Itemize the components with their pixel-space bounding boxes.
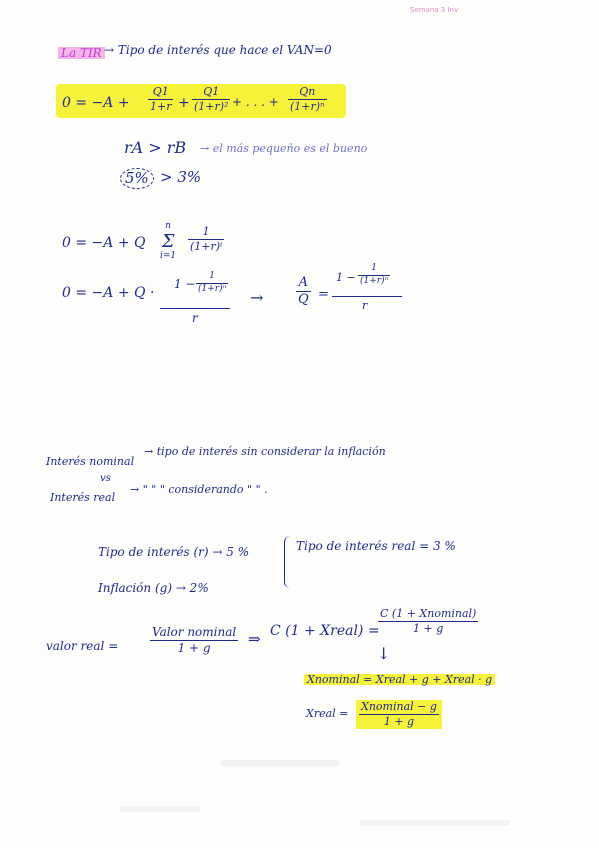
- real-result-fraction: Xnominal − g 1 + g: [356, 700, 442, 729]
- tir-term2: Q1 (1+r)²: [194, 85, 229, 114]
- implies-arrow: ⇒: [248, 630, 261, 648]
- tir-termn: Qn (1+r)ⁿ: [290, 85, 325, 114]
- rate-comparison-note: → el más pequeño es el bueno: [200, 142, 368, 155]
- circled-rate: 5%: [120, 168, 154, 189]
- annuity-prefix: 0 = −A + Q ·: [62, 285, 155, 301]
- bleed-through-mark: [120, 806, 200, 812]
- annuity-arrow: →: [250, 288, 264, 307]
- annuity-lhs: A Q: [298, 275, 309, 308]
- tir-definition: → Tipo de interés que hace el VAN=0: [104, 43, 332, 57]
- notebook-page: Semana 3 Inv La TIR → Tipo de interés que hace el VAN=0 0 = −A + Q1 1+r + Q1 (1+r)² + . . . + Qn (1+r)ⁿ rA > rB → el más pequeño es el bueno 5% > 3% 0 = −A + Q n Σ i=1 1 (1+r)ⁱ 0 = −A + Q · 1 − 1 (1+r)ⁿ r → A Q = 1 − 1 (1+r)ⁿ r Interés nominal → tipo de interés sin considerar la inflación vs Interés real → " " " considerando " " . Tipo de interés (r) → 5 % Inflación (g) → 2% Tipo de interés real = 3 % valor real = Valor nominal 1 + g ⇒ C (1 + Xreal) = C (1 + Xnominal) 1 + g ↓ Xnominal = Xreal + g + Xreal · g Xreal = Xnominal − g 1 + g: [0, 0, 599, 848]
- sum-fraction: 1 (1+r)ⁱ: [190, 225, 223, 254]
- down-arrow: ↓: [377, 644, 391, 663]
- real-interest-definition: → " " " considerando " " .: [130, 483, 268, 496]
- sum-formula-prefix: 0 = −A + Q: [62, 235, 146, 251]
- real-value-label: valor real =: [46, 639, 119, 653]
- real-rate-example: Tipo de interés real = 3 %: [296, 539, 456, 553]
- nominal-interest-label: Interés nominal: [46, 455, 135, 468]
- real-value-rhs: C (1 + Xnominal) 1 + g: [380, 607, 477, 636]
- nominal-result: Xnominal = Xreal + g + Xreal · g: [304, 674, 495, 685]
- tir-formula-prefix: 0 = −A +: [62, 95, 130, 111]
- corner-note: Semana 3 Inv: [410, 6, 459, 14]
- annuity-equals: =: [318, 287, 329, 302]
- nominal-rate-example: Tipo de interés (r) → 5 %: [98, 545, 250, 559]
- inflation-example: Inflación (g) → 2%: [98, 581, 209, 595]
- bleed-through-mark: [220, 760, 340, 766]
- nominal-interest-definition: → tipo de interés sin considerar la inflación: [144, 445, 386, 458]
- real-value-fraction: Valor nominal 1 + g: [152, 625, 237, 656]
- tir-dots: + . . . +: [232, 95, 279, 109]
- sigma-symbol: n Σ i=1: [160, 221, 177, 261]
- bleed-through-mark: [360, 820, 510, 826]
- rate-comparison: rA > rB: [124, 138, 187, 157]
- tir-term1: Q1 1+r: [150, 85, 172, 114]
- example-brace: [284, 536, 291, 588]
- real-result-label: Xreal =: [306, 707, 349, 720]
- real-interest-label: Interés real: [50, 491, 116, 504]
- tir-plus: +: [178, 95, 190, 111]
- real-value-expression: C (1 + Xreal) =: [270, 623, 380, 639]
- tir-heading: La TIR: [58, 47, 105, 59]
- rate-value: > 3%: [160, 168, 202, 186]
- vs-label: vs: [100, 473, 111, 484]
